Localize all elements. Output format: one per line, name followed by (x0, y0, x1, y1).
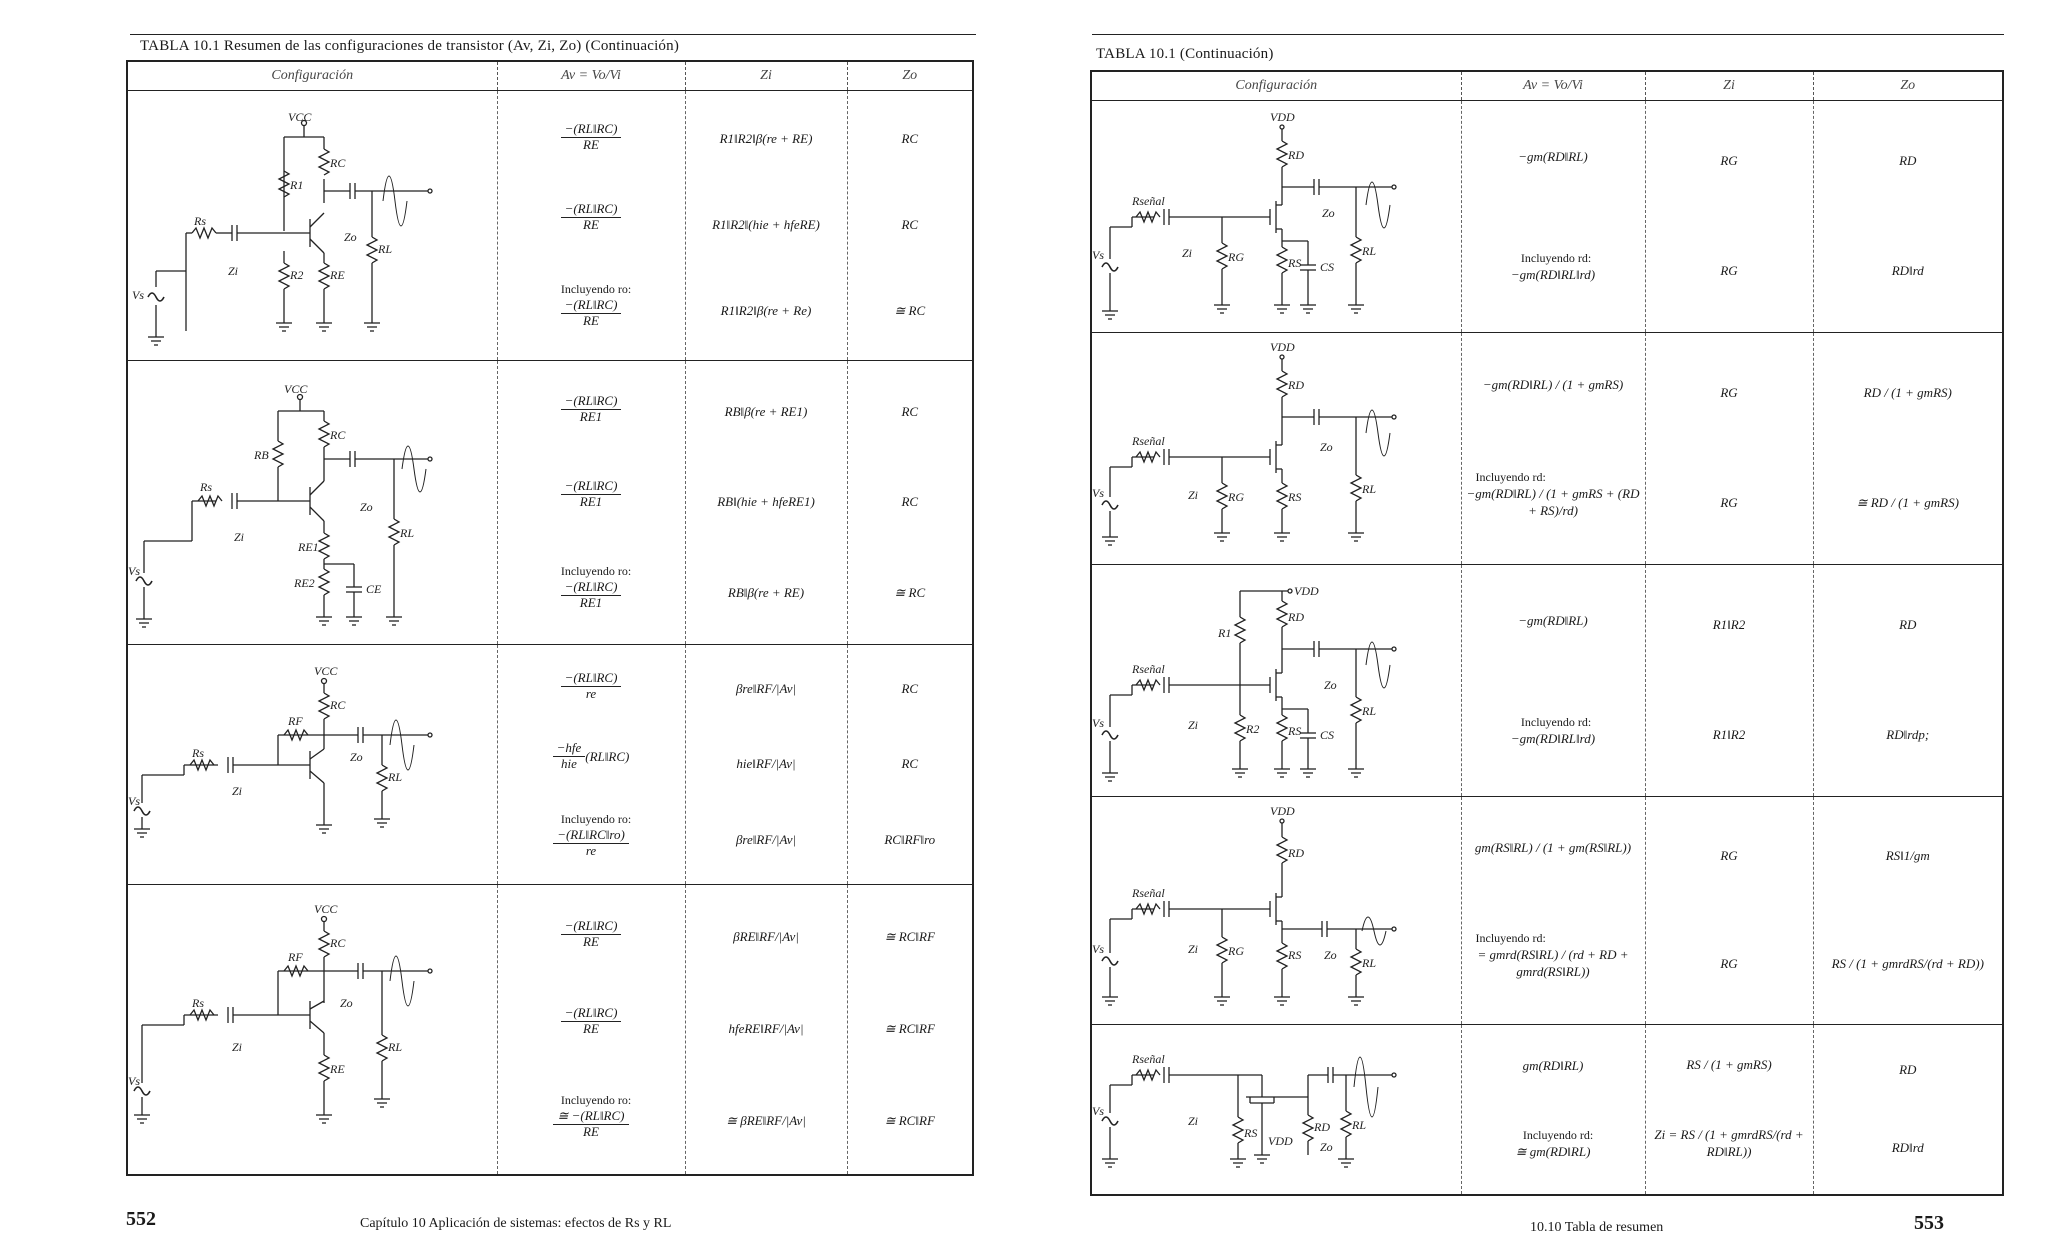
av-entry (561, 919, 622, 950)
av-denominator: RE1 (579, 409, 603, 425)
av-denominator: RE (583, 1021, 599, 1037)
zi-cell (1645, 565, 1813, 797)
zi-cell (685, 361, 847, 645)
av-denominator: RE (583, 934, 599, 950)
av-note: Incluyendo rd: (1475, 470, 1546, 485)
label-vdd: VDD (1268, 1134, 1293, 1148)
zo-cell (847, 885, 973, 1175)
circuit-diagram (1092, 797, 1461, 1023)
label-cs: CS (1320, 260, 1335, 274)
zi-value: hie‖RF/|Av| (736, 756, 796, 772)
zo-value: RC (901, 494, 919, 510)
label-cs: CS (1320, 728, 1335, 742)
av-value: −gm(RD‖RL‖rd) (1510, 730, 1596, 746)
circuit-cell (127, 361, 497, 645)
zi-cell (1645, 333, 1813, 565)
label-zi: Zi (232, 1040, 243, 1055)
label-re1: RE1 (298, 540, 319, 555)
label-zi: Zi (1182, 246, 1193, 260)
zo-value: ≅ RD / (1 + gmRS) (1856, 494, 1959, 510)
circuit-diagram (128, 91, 497, 359)
label-rd: RD (1288, 846, 1304, 860)
zo-value: RD / (1 + gmRS) (1863, 385, 1952, 401)
label-vs: Vs (1092, 942, 1104, 956)
label-vs: Vs (128, 794, 140, 809)
label-rsenal: Rseñal (1132, 1052, 1165, 1066)
av-entry (551, 1093, 631, 1140)
label-re2: RE2 (294, 576, 315, 591)
zi-value: RG (1720, 385, 1738, 401)
label-rs: Rs (192, 746, 204, 761)
zi-cell (685, 645, 847, 885)
label-vdd: VDD (1294, 584, 1319, 598)
label-zi: Zi (234, 530, 245, 545)
av-note: Incluyendo ro: (560, 564, 632, 579)
av-denominator: RE (583, 136, 599, 152)
zo-cell (1813, 565, 2003, 797)
av-cell (1461, 565, 1645, 797)
label-rd: RD (1314, 1120, 1330, 1134)
label-rl: RL (400, 526, 415, 541)
table-row (127, 91, 973, 361)
zi-value: RG (1720, 848, 1738, 864)
zo-cell (847, 645, 973, 885)
label-rb: RB (254, 448, 269, 463)
zi-value: RB‖β(re + RE1) (724, 403, 808, 419)
av-value: ≅ gm(RD‖RL) (1515, 1143, 1591, 1159)
av-numerator: −(RL‖RC) (561, 1006, 622, 1022)
label-vs: Vs (1092, 1104, 1104, 1118)
av-entry (561, 394, 622, 425)
running-footer: 10.10 Tabla de resumen (1530, 1220, 1664, 1235)
table-top-rule (1092, 34, 2004, 35)
zo-value: RS‖1/gm (1885, 848, 1930, 864)
label-zo: Zo (360, 500, 373, 515)
av-cell (1461, 1025, 1645, 1195)
circuit-cell (1091, 565, 1461, 797)
page-right (1024, 0, 2048, 1244)
header-av: Av = Vo/Vi (1461, 71, 1645, 101)
zo-cell (1813, 101, 2003, 333)
zo-value: ≅ RC (894, 584, 926, 600)
label-zi: Zi (1188, 718, 1199, 732)
zo-value: RD (1899, 617, 1917, 633)
label-vs: Vs (1092, 248, 1104, 262)
av-cell (1461, 797, 1645, 1025)
table-row (127, 361, 973, 645)
table-row (1091, 101, 2003, 333)
label-zi: Zi (1188, 1114, 1199, 1128)
av-numerator: −(RL‖RC) (561, 122, 622, 138)
label-vs: Vs (1092, 486, 1104, 500)
av-numerator: −(RL‖RC) (561, 479, 622, 495)
zo-value: RC‖RF‖ro (884, 832, 936, 848)
label-zi: Zi (1188, 942, 1199, 956)
zo-value: RD (1899, 1061, 1917, 1077)
label-rs: RS (1288, 490, 1302, 504)
zi-value: RG (1720, 494, 1738, 510)
label-r2: R2 (290, 268, 304, 282)
label-rl: RL (1362, 482, 1377, 496)
label-vdd: VDD (1270, 110, 1295, 124)
label-rs: RS (1244, 1126, 1258, 1140)
label-ce: CE (366, 582, 382, 597)
label-vcc: VCC (288, 110, 312, 124)
table-title: TABLA 10.1 (Continuación) (1096, 46, 1274, 62)
av-value: −gm(RD‖RL) (1518, 613, 1588, 629)
av-numerator: −(RL‖RC) (561, 394, 622, 410)
zo-cell (847, 361, 973, 645)
av-cell (497, 91, 685, 361)
label-zo: Zo (340, 996, 353, 1011)
av-denominator: RE (583, 313, 599, 329)
circuit-diagram (1092, 333, 1461, 563)
label-rs: RS (1288, 256, 1302, 270)
header-zi: Zi (1645, 71, 1813, 101)
av-denominator: RE1 (579, 595, 603, 611)
label-rg: RG (1228, 490, 1244, 504)
label-rc: RC (330, 698, 346, 713)
zi-value: βRE‖RF/|Av| (733, 929, 799, 944)
av-value: gm(RS‖RL) / (1 + gm(RS‖RL)) (1474, 840, 1632, 856)
table-top-rule (130, 34, 976, 35)
label-rs: RS (1288, 724, 1302, 738)
av-entry (1466, 470, 1641, 520)
label-r1: R1 (1218, 626, 1232, 640)
av-denominator: RE (583, 217, 599, 233)
table-row (1091, 797, 2003, 1025)
av-value: = gmrd(RS‖RL) / (rd + RD + gmrd(RS‖RL)) (1477, 947, 1629, 980)
zo-value: RD‖rdp; (1886, 726, 1930, 742)
table-title: TABLA 10.1 Resumen de las configuraciones de transistor (Av, Zi, Zo) (Continuación) (140, 38, 680, 54)
label-vdd: VDD (1270, 804, 1295, 818)
label-rl: RL (1362, 956, 1377, 970)
table-row (1091, 333, 2003, 565)
circuit-diagram (1092, 1025, 1461, 1193)
av-note: Incluyendo rd: (1475, 931, 1546, 946)
zo-value: ≅ RC (894, 302, 926, 318)
label-vcc: VCC (284, 382, 308, 397)
page-number: 553 (1914, 1212, 1944, 1234)
av-entry (1513, 1128, 1593, 1161)
zo-value: RC (901, 756, 919, 772)
zi-value: R1‖R2‖(hie + hfeRE) (712, 217, 820, 233)
label-rd: RD (1288, 610, 1304, 624)
label-zi: Zi (228, 264, 239, 278)
zo-value: ≅ RC‖RF (884, 1021, 935, 1037)
label-rl: RL (1362, 244, 1377, 258)
av-note: Incluyendo ro: (560, 811, 632, 826)
av-denominator: RE (583, 1124, 599, 1140)
av-numerator: −(RL‖RC) (561, 580, 622, 596)
zo-value: RS / (1 + gmrdRS/(rd + RD)) (1831, 955, 1984, 971)
zo-cell (1813, 797, 2003, 1025)
label-zo: Zo (1322, 206, 1335, 220)
circuit-cell (1091, 797, 1461, 1025)
label-r2: R2 (1246, 722, 1260, 736)
label-re: RE (330, 268, 345, 282)
zi-value: ≅ βRE‖RF/|Av| (726, 1113, 806, 1129)
label-rf: RF (288, 714, 303, 729)
zi-value: R1‖R2 (1712, 726, 1746, 742)
av-denominator: re (585, 842, 597, 858)
av-note: Incluyendo rd: (1522, 1127, 1594, 1142)
zi-cell (1645, 797, 1813, 1025)
label-zi: Zi (232, 784, 243, 799)
label-vs: Vs (132, 288, 144, 302)
label-zo: Zo (344, 230, 357, 244)
label-zo: Zo (1320, 440, 1333, 454)
av-value: −gm(RD‖RL‖rd) (1510, 266, 1596, 282)
av-cell (497, 885, 685, 1175)
zo-value: RC (901, 680, 919, 696)
av-numerator: −(RL‖RC‖ro) (553, 828, 629, 844)
zi-value: RB‖β(re + RE) (727, 584, 805, 600)
av-denominator: hie (561, 756, 577, 772)
header-zo: Zo (847, 61, 973, 91)
label-rf: RF (288, 950, 303, 965)
circuit-cell (1091, 101, 1461, 333)
zo-value: RC (901, 131, 919, 147)
circuit-diagram (128, 885, 497, 1173)
zi-cell (685, 91, 847, 361)
label-rd: RD (1288, 148, 1304, 162)
label-rsenal: Rseñal (1132, 434, 1165, 448)
label-rs: Rs (192, 996, 204, 1011)
label-rc: RC (330, 428, 346, 443)
label-vs: Vs (1092, 716, 1104, 730)
av-entry (561, 122, 622, 153)
av-cell (1461, 333, 1645, 565)
zi-value: RG (1720, 153, 1738, 169)
circuit-diagram (128, 361, 497, 643)
av-numerator: −(RL‖RC) (561, 919, 622, 935)
av-entry (561, 1006, 622, 1037)
header-zi: Zi (685, 61, 847, 91)
av-numerator: −hfe (553, 741, 586, 757)
summary-table (1090, 70, 2004, 1196)
zi-value: RG (1720, 955, 1738, 971)
av-note: Incluyendo rd: (1520, 250, 1592, 265)
circuit-cell (127, 91, 497, 361)
label-rl: RL (388, 770, 403, 785)
zi-value: Zi = RS / (1 + gmrdRS/(rd + RD‖RL)) (1654, 1127, 1804, 1160)
zi-value: RS / (1 + gmRS) (1686, 1057, 1772, 1073)
circuit-diagram (128, 645, 497, 883)
circuit-cell (1091, 1025, 1461, 1195)
av-entry (551, 812, 631, 859)
label-rl: RL (1352, 1118, 1367, 1132)
table-row (127, 885, 973, 1175)
av-entry (561, 479, 622, 510)
zi-value: R1‖R2‖β(re + RE) (719, 131, 813, 147)
zi-value: RG (1720, 262, 1738, 278)
av-cell (497, 361, 685, 645)
label-rs: RS (1288, 948, 1302, 962)
av-value: −gm(RD‖RL) / (1 + gmRS) (1482, 377, 1624, 393)
zo-value: RD (1899, 153, 1917, 169)
av-denominator: re (585, 685, 597, 701)
header-zo: Zo (1813, 71, 2003, 101)
av-entry (1511, 715, 1595, 748)
zo-value: RC (901, 217, 919, 233)
zi-cell (1645, 101, 1813, 333)
zo-value: RC (901, 403, 919, 419)
label-zo: Zo (1320, 1140, 1333, 1154)
label-rs: Rs (194, 214, 206, 228)
label-rc: RC (330, 936, 346, 951)
label-vs: Vs (128, 1074, 140, 1089)
av-numerator: −(RL‖RC) (561, 671, 622, 687)
av-denominator: RE1 (579, 494, 603, 510)
label-zo: Zo (1324, 948, 1337, 962)
circuit-diagram (1092, 101, 1461, 331)
label-rsenal: Rseñal (1132, 886, 1165, 900)
summary-table (126, 60, 974, 1176)
av-value: −gm(RD‖RL) / (1 + gmRS + (RD + RS)/rd) (1466, 486, 1640, 519)
zo-value: RD‖rd (1891, 262, 1924, 278)
circuit-cell (127, 645, 497, 885)
zi-value: RB‖(hie + hfeRE1) (717, 494, 815, 510)
header-av: Av = Vo/Vi (497, 61, 685, 91)
label-rl: RL (1362, 704, 1377, 718)
av-cell (497, 645, 685, 885)
av-numerator: ≅ −(RL‖RC) (553, 1109, 628, 1125)
av-numerator: −(RL‖RC) (561, 298, 622, 314)
label-re: RE (330, 1062, 345, 1077)
label-zi: Zi (1188, 488, 1199, 502)
zo-value: ≅ RC‖RF (884, 1113, 935, 1129)
header-configuracion: Configuración (127, 61, 497, 91)
zo-value: RD‖rd (1891, 1139, 1924, 1155)
zi-value: R1‖R2‖β(re + Re) (720, 302, 812, 318)
av-entry (551, 282, 631, 329)
label-vdd: VDD (1270, 340, 1295, 354)
av-entry (561, 202, 622, 233)
zi-cell (685, 885, 847, 1175)
label-rd: RD (1288, 378, 1304, 392)
label-rc: RC (330, 156, 346, 170)
av-entry (551, 564, 631, 611)
label-rl: RL (388, 1040, 403, 1055)
av-entry (1511, 251, 1595, 284)
label-vcc: VCC (314, 664, 338, 679)
av-numerator: −(RL‖RC) (561, 202, 622, 218)
av-value: −gm(RD‖RL) (1518, 149, 1588, 165)
av-cell (1461, 101, 1645, 333)
zi-value: βre‖RF/|Av| (735, 680, 797, 696)
page-number: 552 (126, 1208, 156, 1230)
zo-cell (1813, 333, 2003, 565)
av-value: gm(RD‖RL) (1522, 1057, 1584, 1073)
table-row (127, 645, 973, 885)
label-rg: RG (1228, 250, 1244, 264)
table-row (1091, 1025, 2003, 1195)
av-tail: (RL‖RC) (585, 748, 630, 764)
av-entry (1466, 931, 1641, 981)
zi-cell (1645, 1025, 1813, 1195)
label-rg: RG (1228, 944, 1244, 958)
label-rsenal: Rseñal (1132, 194, 1165, 208)
av-note: Incluyendo rd: (1520, 714, 1592, 729)
label-zo: Zo (350, 750, 363, 765)
label-vcc: VCC (314, 902, 338, 917)
av-entry (561, 671, 622, 702)
zi-value: hfeRE‖RF/|Av| (728, 1021, 804, 1037)
running-footer: Capítulo 10 Aplicación de sistemas: efectos de Rs y RL (360, 1216, 672, 1231)
label-zo: Zo (1324, 678, 1337, 692)
label-rl: RL (378, 242, 393, 256)
zi-value: R1‖R2 (1712, 617, 1746, 633)
label-rsenal: Rseñal (1132, 662, 1165, 676)
zi-value: βre‖RF/|Av| (735, 832, 797, 848)
table-row (1091, 565, 2003, 797)
label-r1: R1 (290, 178, 304, 192)
circuit-diagram (1092, 565, 1461, 795)
header-configuracion: Configuración (1091, 71, 1461, 101)
zo-cell (847, 91, 973, 361)
label-rs: Rs (200, 480, 212, 495)
av-entry (553, 741, 630, 772)
circuit-cell (1091, 333, 1461, 565)
zo-value: ≅ RC‖RF (884, 929, 935, 944)
label-vs: Vs (128, 564, 140, 579)
av-note: Incluyendo ro: (560, 282, 632, 297)
av-note: Incluyendo ro: (560, 1093, 632, 1108)
circuit-cell (127, 885, 497, 1175)
zo-cell (1813, 1025, 2003, 1195)
